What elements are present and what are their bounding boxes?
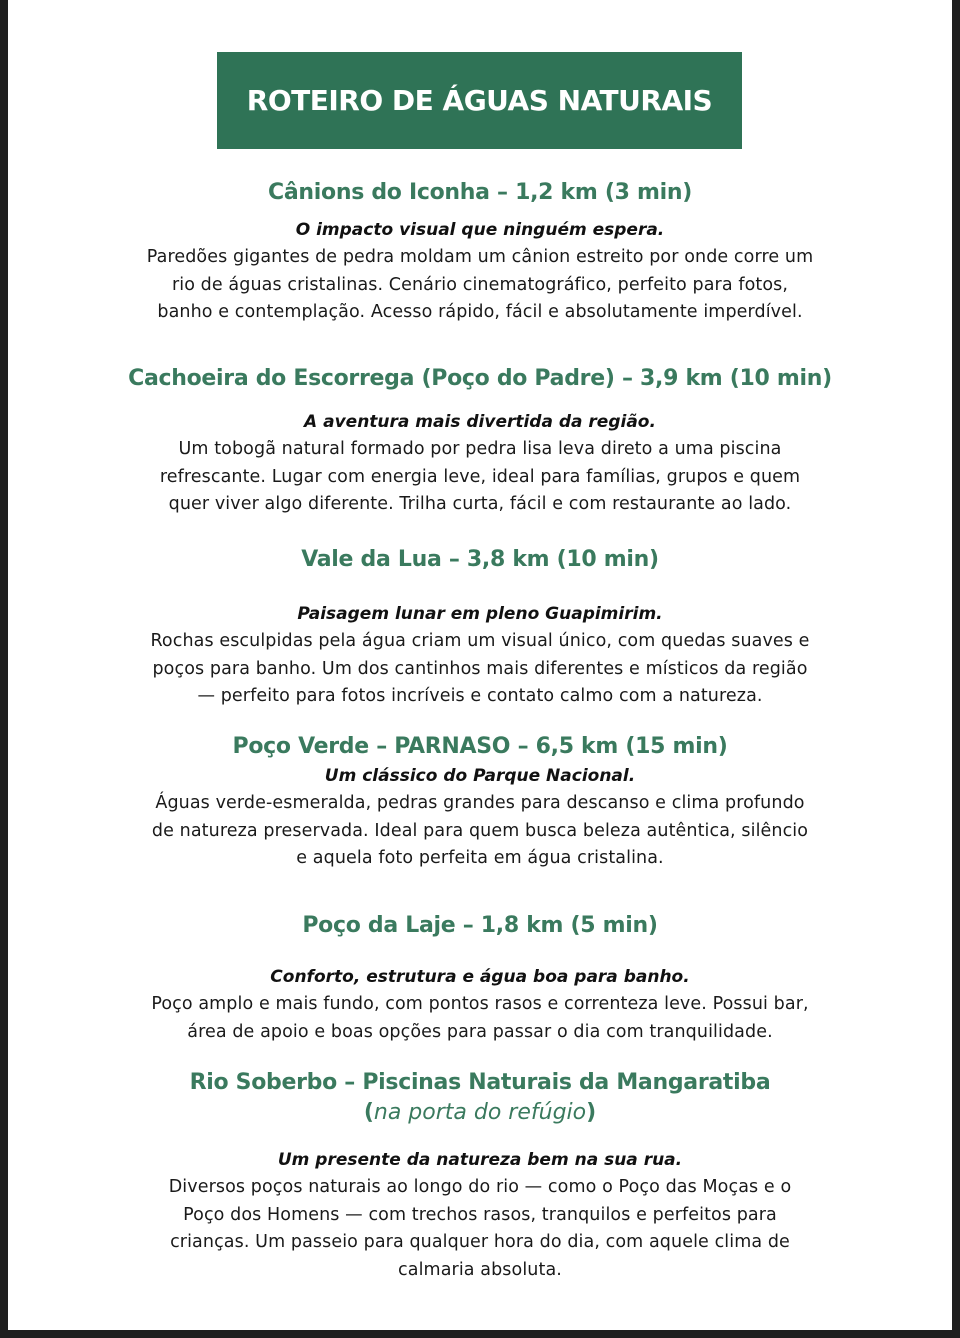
description-line: e aquela foto perfeita em água cristalina.	[296, 848, 664, 868]
section-poco-da-laje	[8, 911, 952, 1046]
description-line: Um tobogã natural formado por pedra lisa leva direto a uma piscina	[178, 439, 782, 459]
section-cachoeira-do-escorrega	[8, 364, 952, 519]
section-tagline: A aventura mais divertida da região.	[304, 412, 656, 432]
description-line: banho e contemplação. Acesso rápido, fácil e absolutamente imperdível.	[157, 302, 803, 322]
section-vale-da-lua	[8, 545, 952, 711]
section-title: Cânions do Iconha – 1,2 km (3 min)	[268, 180, 692, 205]
section-tagline: Paisagem lunar em pleno Guapimirim.	[297, 604, 663, 624]
description-line: — perfeito para fotos incríveis e contato calmo com a natureza.	[197, 686, 763, 706]
section-rio-soberbo	[8, 1068, 952, 1284]
description-line: Rochas esculpidas pela água criam um visual único, com quedas suaves e	[150, 631, 810, 651]
document-page	[8, 0, 952, 1330]
description-line: poços para banho. Um dos cantinhos mais diferentes e místicos da região	[152, 658, 808, 679]
description-line: Diversos poços naturais ao longo do rio — como o Poço das Moças e o	[168, 1177, 792, 1197]
subtitle-open-paren: (	[363, 1100, 374, 1125]
section-title: Poço da Laje – 1,8 km (5 min)	[302, 913, 658, 938]
section-title: Cachoeira do Escorrega (Poço do Padre) – 3,9 km (10 min)	[128, 366, 832, 391]
section-title: Vale da Lua – 3,8 km (10 min)	[301, 547, 659, 572]
description-line: Poço dos Homens — com trechos rasos, tranquilos e perfeitos para	[183, 1204, 777, 1225]
description-line: crianças. Um passeio para qualquer hora do dia, com aquele clima de	[170, 1232, 790, 1252]
header-banner	[217, 52, 742, 149]
description-line: Poço amplo e mais fundo, com pontos rasos e correnteza leve. Possui bar,	[151, 994, 809, 1014]
section-title: Poço Verde – PARNASO – 6,5 km (15 min)	[232, 734, 728, 759]
description-line: área de apoio e boas opções para passar o dia com tranquilidade.	[187, 1021, 773, 1042]
description-line: refrescante. Lugar com energia leve, ideal para famílias, grupos e quem	[159, 466, 801, 487]
section-tagline: Um clássico do Parque Nacional.	[324, 766, 636, 786]
section-canions-do-iconha	[8, 178, 952, 327]
section-subtitle	[8, 1098, 952, 1128]
section-title: Rio Soberbo – Piscinas Naturais da Mangaratiba	[189, 1070, 771, 1095]
section-tagline: Conforto, estrutura e água boa para banho.	[270, 967, 690, 987]
subtitle-text: na porta do refúgio	[373, 1100, 587, 1125]
description-line: de natureza preservada. Ideal para quem busca beleza autêntica, silêncio	[151, 820, 809, 841]
description-line: calmaria absoluta.	[398, 1259, 562, 1280]
subtitle-close-paren: )	[586, 1100, 597, 1125]
description-line: Paredões gigantes de pedra moldam um cânion estreito por onde corre um	[146, 247, 814, 267]
description-line: quer viver algo diferente. Trilha curta, fácil e com restaurante ao lado.	[168, 494, 792, 514]
section-poco-verde	[8, 732, 952, 873]
section-tagline: O impacto visual que ninguém espera.	[295, 220, 665, 240]
section-tagline: Um presente da natureza bem na sua rua.	[277, 1150, 683, 1170]
description-line: rio de águas cristalinas. Cenário cinematográfico, perfeito para fotos,	[171, 274, 789, 295]
page-title: ROTEIRO DE ÁGUAS NATURAIS	[246, 84, 713, 117]
description-line: Águas verde-esmeralda, pedras grandes para descanso e clima profundo	[155, 793, 805, 813]
